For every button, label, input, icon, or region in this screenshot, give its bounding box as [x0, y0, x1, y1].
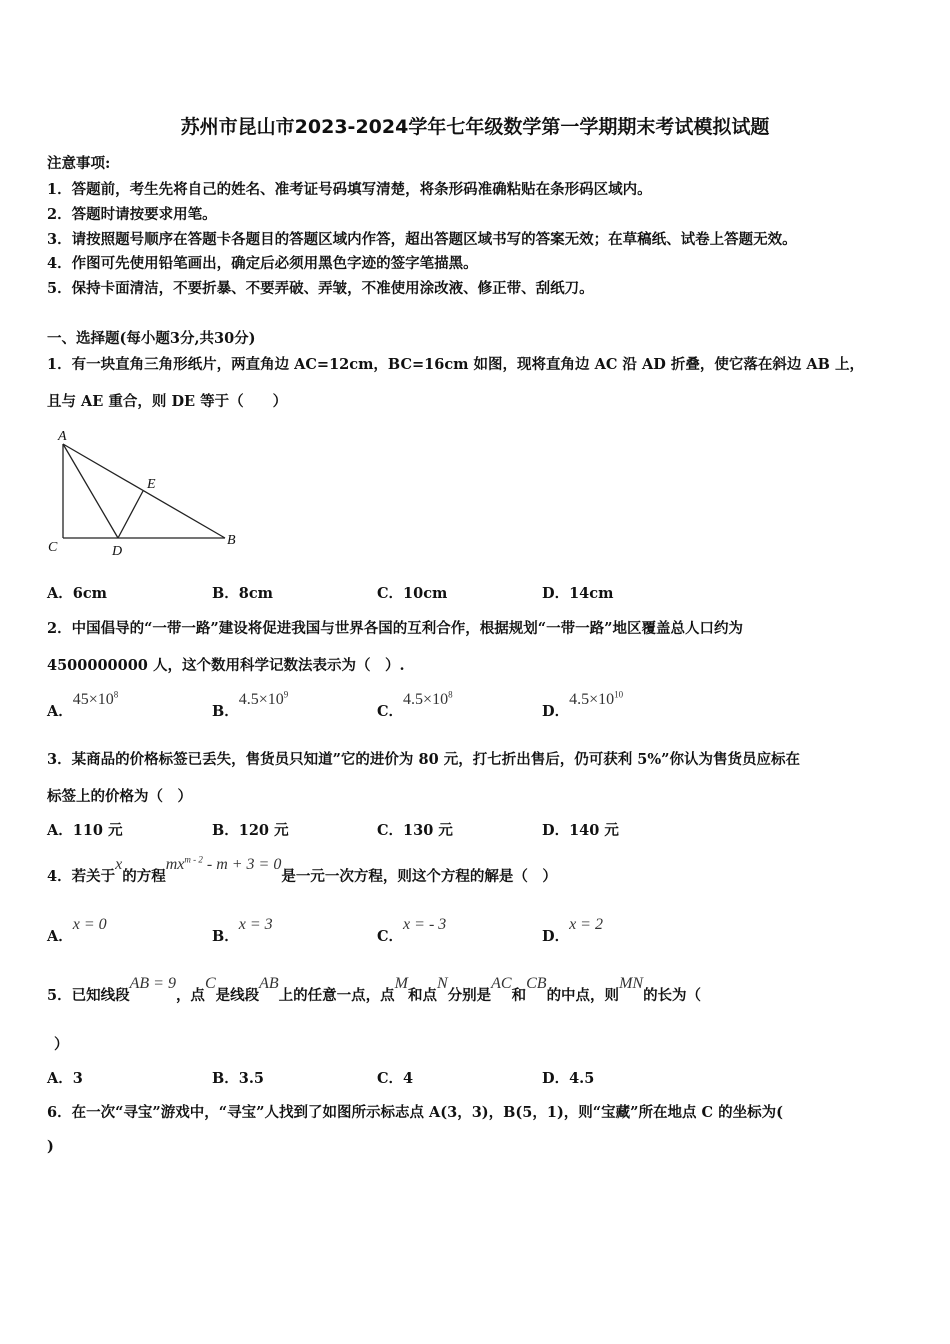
q4-option-a: A．x = 0 — [47, 916, 107, 945]
notice-item: 3．请按照题号顺序在答题卡各题目的答题区域内作答，超出答题区域书写的答案无效；在草稿纸、试卷上答题无效。 — [47, 231, 797, 248]
segment-ab — [63, 444, 225, 538]
question-3-line-1: 3．某商品的价格标签已丢失，售货员只知道”它的进价为 80 元，打七折出售后，仍可获利 5%”你认为售货员应标在 — [47, 751, 800, 768]
question-1-line-1: 1．有一块直角三角形纸片，两直角边 AC=12cm，BC=16cm 如图，现将直角边 AC 沿 AD 折叠，使它落在斜边 AB 上， — [47, 356, 864, 373]
notice-item: 2．答题时请按要求用笔。 — [47, 206, 217, 223]
q4-option-c: C．x = - 3 — [377, 916, 447, 945]
label-a: A — [58, 429, 67, 444]
label-e: E — [147, 477, 156, 492]
question-6-line-2: ) — [47, 1138, 54, 1155]
label-b: B — [227, 533, 236, 548]
q5-option-d: D．4.5 — [542, 1070, 595, 1087]
question-3-line-2: 标签上的价格为（ ） — [47, 788, 192, 805]
q1-option-d: D．14cm — [542, 585, 614, 602]
question-4: 4．若关于x的方程$mx^{m - 2} - m + 3 = 0$是一元一次方程，则这个方程的解是（ ） — [47, 854, 557, 885]
q5-option-b: B．3.5 — [212, 1070, 264, 1087]
notice-item: 5．保持卡面清洁，不要折暴、不要弄破、弄皱，不准使用涂改液、修正带、刮纸刀。 — [47, 280, 594, 297]
q1-option-a: A．6cm — [47, 585, 108, 602]
q4-option-d: D．x = 2 — [542, 916, 603, 945]
q3-option-d: D．140 元 — [542, 822, 619, 839]
triangle-figure — [44, 425, 244, 560]
label-d: D — [112, 544, 123, 559]
section-heading: 一、选择题(每小题3分,共30分) — [47, 330, 256, 347]
q2-option-c: C．$4.5\times 10^8$ — [377, 689, 453, 720]
page-title: 苏州市昆山市2023-2024学年七年级数学第一学期期末考试模拟试题 — [180, 116, 770, 138]
segment-ad — [63, 444, 118, 538]
q1-option-b: B．8cm — [212, 585, 274, 602]
question-1-line-2: 且与 AE 重合，则 DE 等于（ ） — [47, 393, 288, 410]
q3-option-c: C．130 元 — [377, 822, 453, 839]
notice-heading: 注意事项: — [47, 155, 111, 172]
notice-item: 4．作图可先使用铅笔画出，确定后必须用黑色字迹的签字笔描黑。 — [47, 255, 478, 272]
question-5-line-1: 5．已知线段AB = 9，点C是线段AB上的任意一点，点M和点N分别是AC和CB的中点，则MN的长为（ — [47, 975, 702, 1004]
q3-option-b: B．120 元 — [212, 822, 289, 839]
q5-option-c: C．4 — [377, 1070, 414, 1087]
q4-option-b: B．x = 3 — [212, 916, 273, 945]
q3-option-a: A．110 元 — [47, 822, 123, 839]
question-6-line-1: 6．在一次“寻宝”游戏中，“寻宝”人找到了如图所示标志点 A(3，3)，B(5，1)，则“宝藏”所在地点 C 的坐标为( — [47, 1104, 783, 1121]
q2-option-a: A．$45\times 10^8$ — [47, 689, 119, 720]
question-2-line-1: 2．中国倡导的“一带一路”建设将促进我国与世界各国的互利合作，根据规划“一带一路”地区覆盖总人口约为 — [47, 620, 743, 637]
question-2-line-2: 4500000000 人，这个数用科学记数法表示为（ ）. — [47, 657, 405, 674]
q1-option-c: C．10cm — [377, 585, 448, 602]
q2-option-b: B．$4.5\times 10^9$ — [212, 689, 289, 720]
notice-item: 1．答题前，考生先将自己的姓名、准考证号码填写清楚，将条形码准确粘贴在条形码区域内。 — [47, 181, 652, 198]
label-c: C — [48, 540, 58, 555]
q2-option-d: D．$4.5\times 10^{10}$ — [542, 689, 624, 720]
segment-de — [118, 491, 143, 538]
question-5-line-2: ） — [54, 1036, 69, 1053]
q5-option-a: A．3 — [47, 1070, 83, 1087]
